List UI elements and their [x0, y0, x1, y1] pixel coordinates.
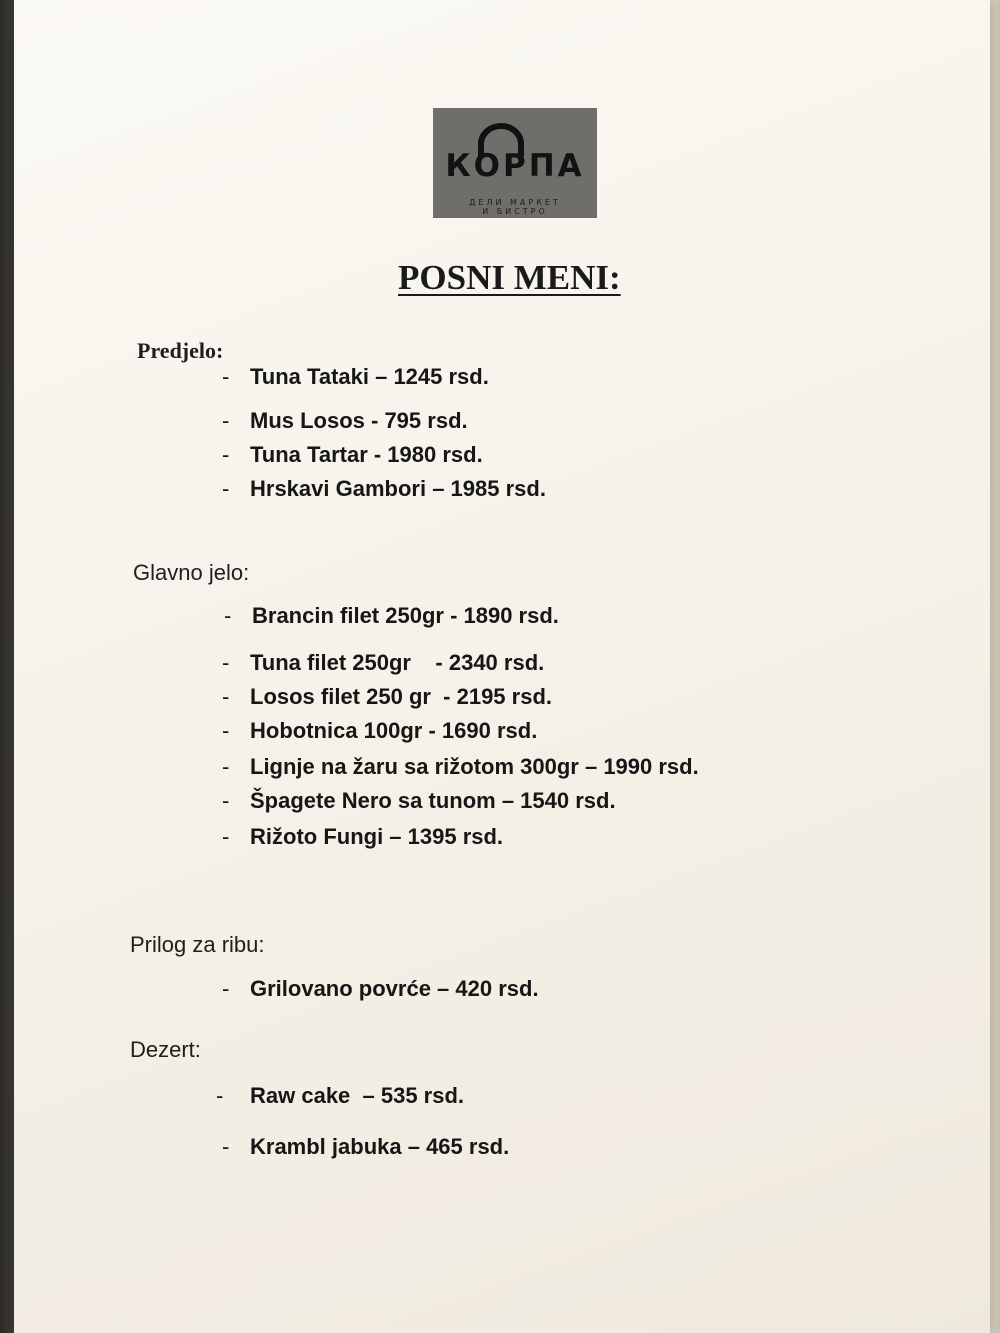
menu-item-text: Tuna Tartar - 1980 rsd. [250, 442, 483, 467]
menu-item-text: Hobotnica 100gr - 1690 rsd. [250, 718, 538, 743]
bullet-dash: - [222, 650, 230, 675]
section-heading-glavno-jelo: Glavno jelo: [133, 560, 250, 585]
menu-item-text: Tuna filet 250gr - 2340 rsd. [250, 650, 545, 675]
menu-item-text: Losos filet 250 gr - 2195 rsd. [250, 684, 553, 709]
bullet-dash: - [222, 476, 230, 501]
menu-item-text: Rižoto Fungi – 1395 rsd. [250, 824, 504, 849]
logo-wordmark: КОРПА [445, 148, 585, 184]
section-heading-dezert: Dezert: [130, 1037, 201, 1062]
bullet-dash: - [222, 408, 230, 433]
bullet-dash: - [222, 684, 230, 709]
logo-tagline-2: И БИСТРО [482, 207, 548, 216]
bullet-dash: - [216, 1083, 224, 1108]
menu-item-text: Tuna Tataki – 1245 rsd. [250, 364, 489, 389]
bullet-dash: - [222, 442, 230, 467]
section-heading-predjelo: Predjelo: [137, 338, 224, 363]
bullet-dash: - [222, 976, 230, 1001]
bullet-dash: - [224, 603, 232, 628]
menu-item-text: Raw cake – 535 rsd. [250, 1083, 465, 1108]
menu-item-text: Špagete Nero sa tunom – 1540 rsd. [250, 788, 616, 813]
menu-title: POSNI MENI: [398, 258, 621, 297]
menu-item-text: Mus Losos - 795 rsd. [250, 408, 468, 433]
menu-item-text: Krambl jabuka – 465 rsd. [250, 1134, 510, 1159]
menu-item-text: Lignje na žaru sa rižotom 300gr – 1990 rsd. [250, 754, 699, 779]
bullet-dash: - [222, 1134, 230, 1159]
logo-tagline-1: ДЕЛИ МАРКЕТ [469, 198, 561, 207]
menu-item-text: Grilovano povrće – 420 rsd. [250, 976, 539, 1001]
bullet-dash: - [222, 364, 230, 389]
korpa-logo [433, 108, 597, 218]
bullet-dash: - [222, 718, 230, 743]
section-heading-prilog: Prilog za ribu: [130, 932, 265, 957]
bullet-dash: - [222, 754, 230, 779]
menu-item-text: Hrskavi Gambori – 1985 rsd. [250, 476, 546, 501]
bullet-dash: - [222, 824, 230, 849]
bullet-dash: - [222, 788, 230, 813]
menu-item-text: Brancin filet 250gr - 1890 rsd. [252, 603, 559, 628]
